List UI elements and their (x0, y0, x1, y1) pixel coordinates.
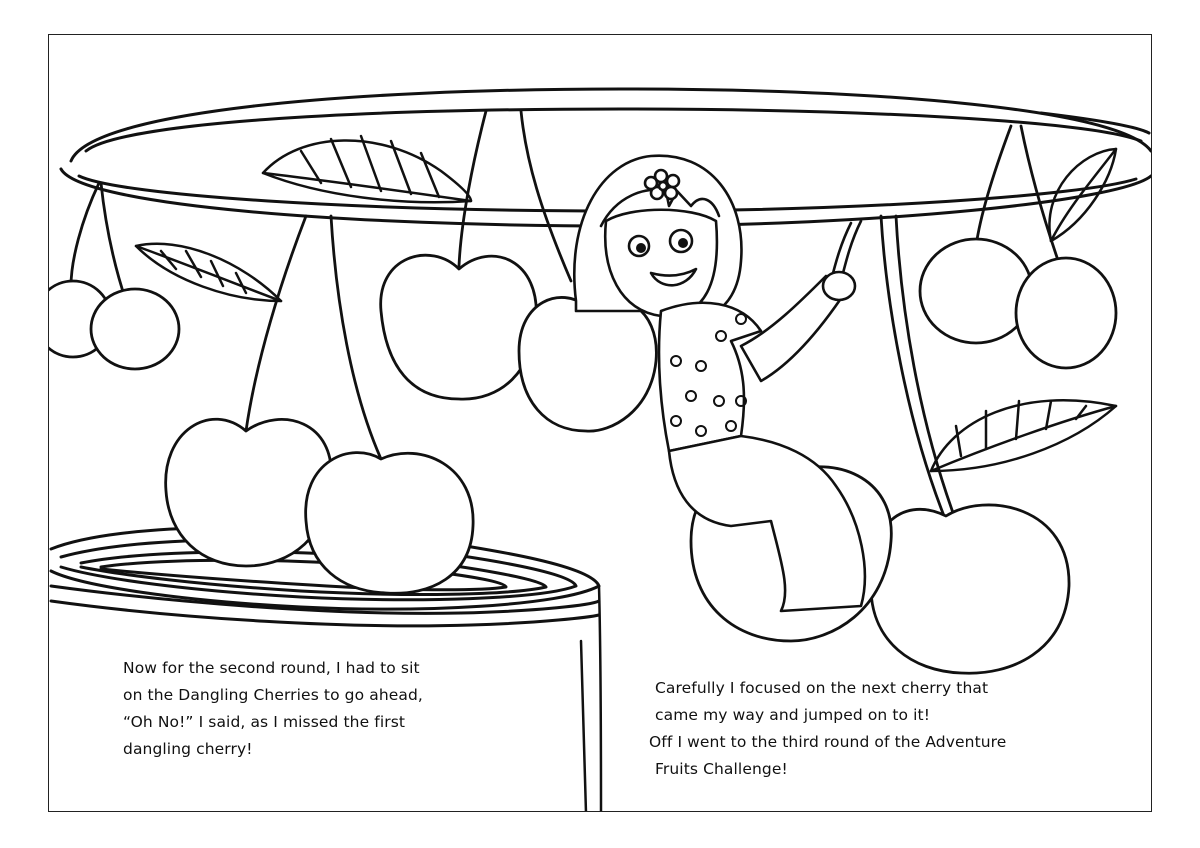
caption-right-line-2: came my way and jumped on to it! (655, 706, 931, 724)
caption-left-line-4: dangling cherry! (123, 740, 253, 758)
caption-left (123, 655, 423, 763)
tree-stump (581, 586, 601, 812)
caption-right-line-3: Off I went to the third round of the Adventure (649, 733, 1007, 751)
caption-left-line-1: Now for the second round, I had to sit (123, 659, 420, 677)
caption-right-line-1: Carefully I focused on the next cherry that (655, 679, 989, 697)
coloring-page (48, 34, 1152, 812)
caption-left-line-2: on the Dangling Cherries to go ahead, (123, 686, 423, 704)
caption-left-line-3: “Oh No!” I said, as I missed the first (123, 713, 406, 731)
caption-right (649, 675, 1006, 783)
caption-right-line-4: Fruits Challenge! (655, 760, 788, 778)
